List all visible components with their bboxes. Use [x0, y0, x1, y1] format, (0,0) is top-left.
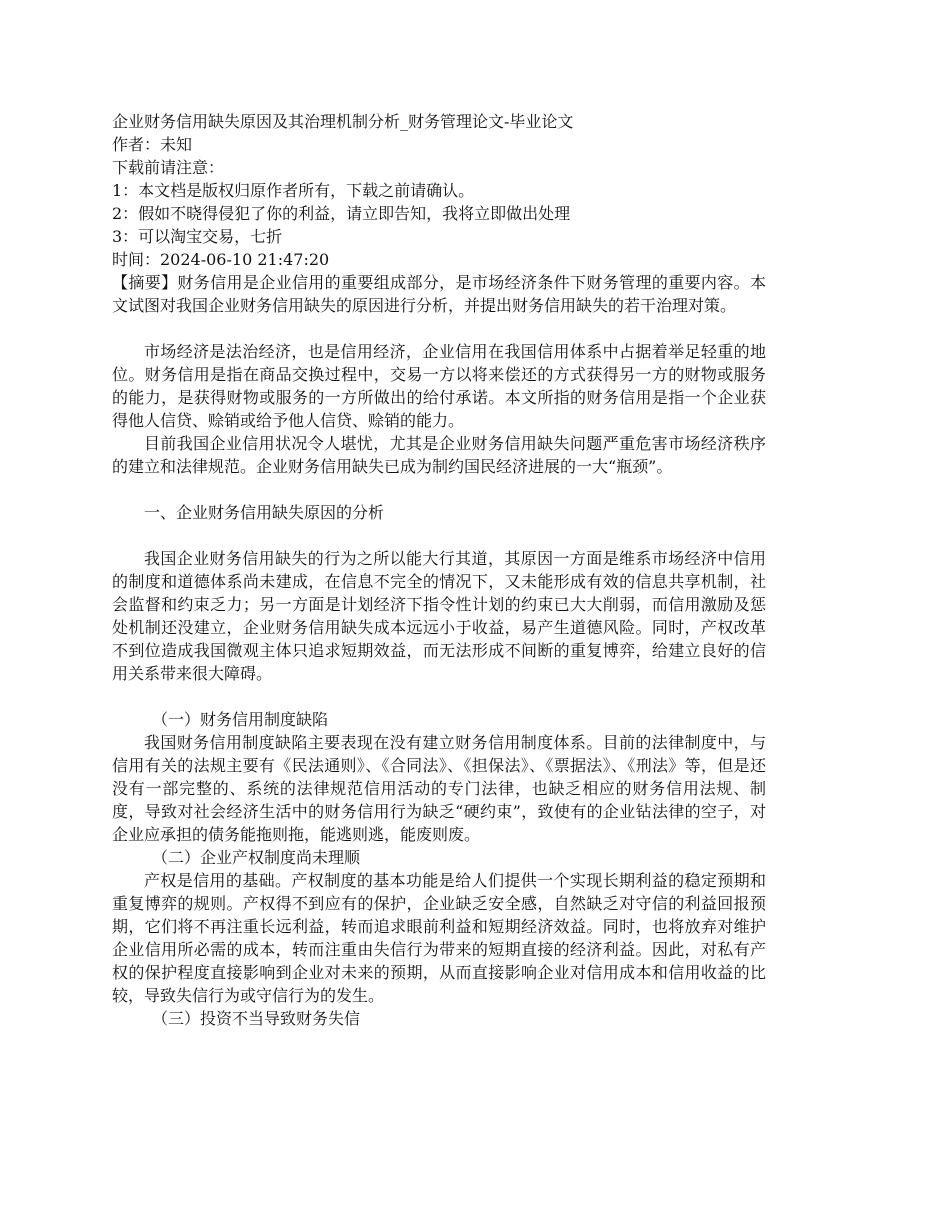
document-page [112, 110, 766, 1030]
notice-item-2: 2：假如不晓得侵犯了你的利益，请立即告知，我将立即做出处理 [112, 204, 571, 223]
subsection-heading-3: （三）投资不当导致财务失信 [152, 1009, 361, 1028]
section-heading-1: 一、企业财务信用缺失原因的分析 [144, 503, 385, 522]
author-line: 作者：未知 [112, 135, 193, 154]
notice-title: 下载前请注意： [112, 158, 225, 177]
notice-item-3: 3：可以淘宝交易，七折 [112, 227, 283, 246]
abstract-paragraph: 【摘要】财务信用是企业信用的重要组成部分，是市场经济条件下财务管理的重要内容。本文试图对我国企业财务信用缺失的原因进行分析，并提出财务信用缺失的若干治理对策。 [112, 273, 766, 315]
intro-paragraph-2: 目前我国企业信用状况令人堪忧，尤其是企业财务信用缺失问题严重危害市场经济秩序的建立和法律规范。企业财务信用缺失已成为制约国民经济进展的一大“瓶颈”。 [112, 434, 766, 476]
subsection-heading-1: （一）财务信用制度缺陷 [152, 710, 329, 729]
intro-paragraph-1: 市场经济是法治经济，也是信用经济，企业信用在我国信用体系中占据着举足轻重的地位。财务信用是指在商品交换过程中，交易一方以将来偿还的方式获得另一方的财物或服务的能力，是获得财物或服务的一方所做出的给付承诺。本文所指的财务信用是指一个企业获得他人信贷、赊销或给予他人信贷、赊销的能力。 [112, 342, 766, 430]
subsection-2-paragraph: 产权是信用的基础。产权制度的基本功能是给人们提供一个实现长期利益的稳定预期和重复博弈的规则。产权得不到应有的保护，企业缺乏安全感，自然缺乏对守信的利益回报预期，它们将不再注重长远利益，转而追求眼前利益和短期经济效益。同时，也将放弃对维护企业信用所必需的成本，转而注重由失信行为带来的短期直接的经济利益。因此，对私有产权的保护程度直接影响到企业对未来的预期，从而直接影响企业对信用成本和信用收益的比较，导致失信行为或守信行为的发生。 [112, 871, 766, 1005]
notice-item-1: 1：本文档是版权归原作者所有，下载之前请确认。 [112, 181, 475, 200]
section-1-paragraph: 我国企业财务信用缺失的行为之所以能大行其道，其原因一方面是维系市场经济中信用的制度和道德体系尚未建成，在信息不完全的情况下，又未能形成有效的信息共享机制，社会监督和约束乏力；另一方面是计划经济下指令性计划的约束已大大削弱，而信用激励及惩处机制还没建立，企业财务信用缺失成本远远小于收益，易产生道德风险。同时，产权改革不到位造成我国微观主体只追求短期效益，而无法形成不间断的重复博弈，给建立良好的信用关系带来很大障碍。 [112, 549, 766, 683]
subsection-1-paragraph: 我国财务信用制度缺陷主要表现在没有建立财务信用制度体系。目前的法律制度中，与信用有关的法规主要有《民法通则》、《合同法》、《担保法》、《票据法》、《刑法》等，但是还没有一部完整的、系统的法律规范信用活动的专门法律，也缺乏相应的财务信用法规、制度，导致对社会经济生活中的财务信用行为缺乏“硬约束”，致使有的企业钻法律的空子，对企业应承担的债务能拖则拖，能逃则逃，能废则废。 [112, 733, 766, 844]
subsection-heading-2: （二）企业产权制度尚未理顺 [152, 848, 361, 867]
document-title: 企业财务信用缺失原因及其治理机制分析_财务管理论文-毕业论文 [112, 112, 574, 131]
timestamp-line: 时间：2024-06-10 21:47:20 [112, 250, 330, 269]
